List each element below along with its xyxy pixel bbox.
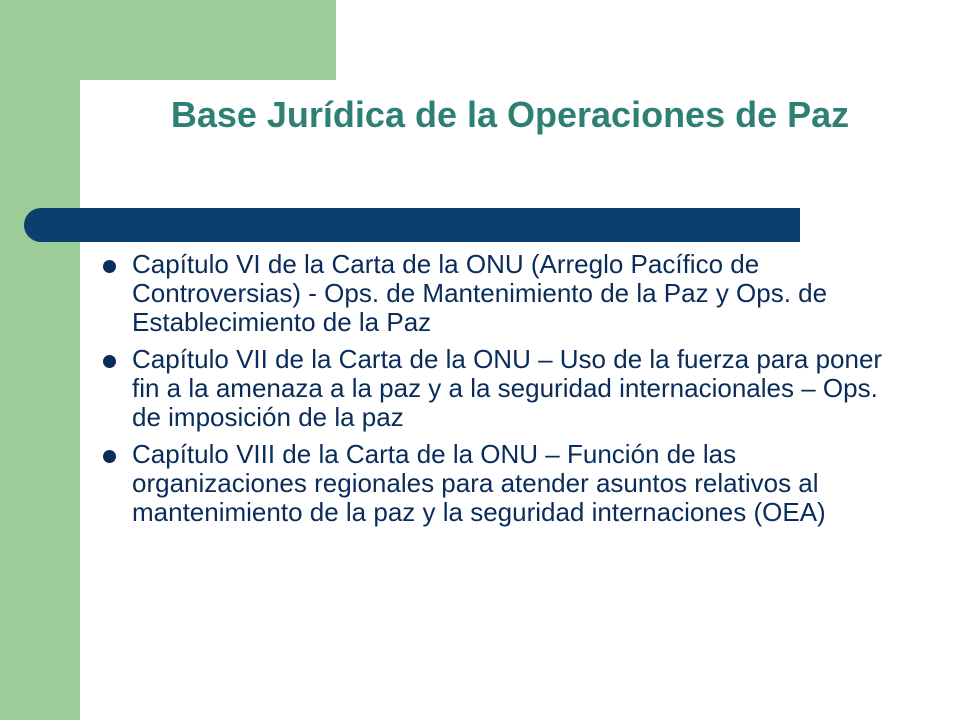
bullet-item: [100, 440, 900, 527]
bullet-text: Capítulo VI de la Carta de la ONU (Arreglo Pacífico de Controversias) - Ops. de Mantenimiento de la Paz y Ops. de Establecimiento de la Paz: [132, 249, 828, 337]
decorative-green-header-block: [0, 0, 336, 80]
bullet-text: Capítulo VII de la Carta de la ONU – Uso de la fuerza para poner fin a la amenaza a la paz y a la seguridad internacionales – Ops. de imposición de la paz: [132, 344, 883, 432]
bullet-dot-icon: [103, 450, 116, 463]
slide-title: Base Jurídica de la Operaciones de Paz: [170, 94, 850, 135]
bullet-dot-icon: [103, 355, 116, 368]
decorative-green-sidebar: [0, 0, 80, 720]
bullet-item: [100, 345, 900, 432]
bullet-dot-icon: [103, 260, 116, 273]
bullet-text: Capítulo VIII de la Carta de la ONU – Función de las organizaciones regionales para atender asuntos relativos al mantenimiento de la paz y la seguridad internaciones (OEA): [132, 439, 826, 527]
title-divider-bar: [24, 208, 800, 242]
bullet-list: [100, 250, 900, 535]
bullet-item: [100, 250, 900, 337]
